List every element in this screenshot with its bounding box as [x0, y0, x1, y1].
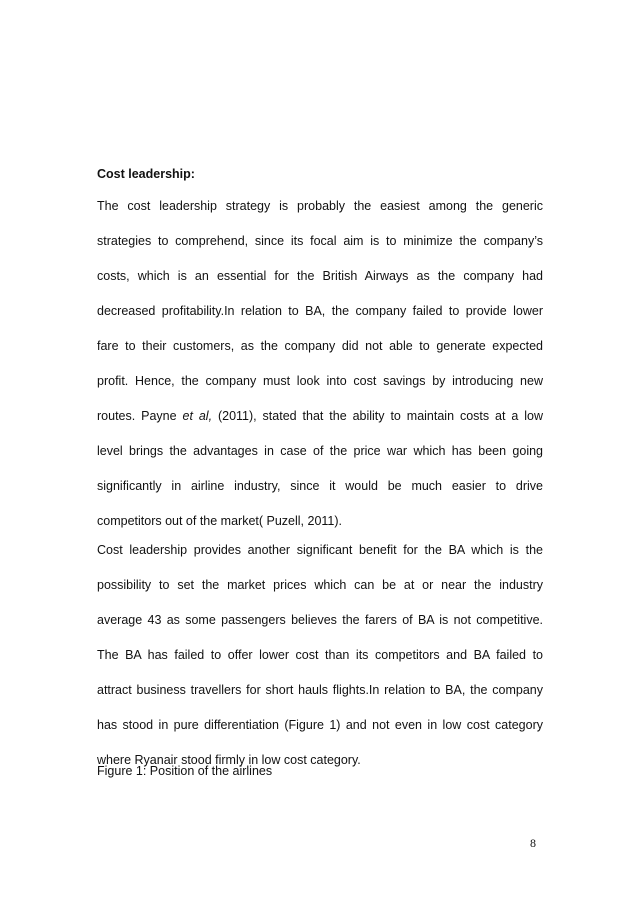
paragraph-line: significantly in airline industry, since it would be much easier to drive [97, 479, 543, 493]
paragraph-text: (2011), stated that the ability to maintain costs at a low [212, 409, 543, 423]
paragraph-text: routes. Payne [97, 409, 183, 423]
paragraph-line: strategies to comprehend, since its focal aim is to minimize the company’s [97, 234, 543, 248]
paragraph-line: The cost leadership strategy is probably the easiest among the generic [97, 199, 543, 213]
citation-et-al: et al, [182, 409, 213, 423]
paragraph-line [97, 408, 543, 424]
paragraph-line: attract business travellers for short hauls flights.In relation to BA, the company [97, 683, 543, 697]
paragraph-line: level brings the advantages in case of the price war which has been going [97, 444, 543, 458]
paragraph-line: Cost leadership provides another significant benefit for the BA which is the [97, 543, 543, 557]
paragraph-line: decreased profitability.In relation to BA, the company failed to provide lower [97, 304, 543, 318]
paragraph-line: possibility to set the market prices which can be at or near the industry [97, 578, 543, 592]
paragraph-line: The BA has failed to offer lower cost than its competitors and BA failed to [97, 648, 543, 662]
paragraph-line: average 43 as some passengers believes the farers of BA is not competitive. [97, 613, 543, 627]
paragraph-line: profit. Hence, the company must look into cost savings by introducing new [97, 374, 543, 388]
figure-caption: Figure 1: Position of the airlines [97, 764, 273, 778]
paragraph-line: has stood in pure differentiation (Figure 1) and not even in low cost category [97, 718, 543, 732]
paragraph-line: fare to their customers, as the company did not able to generate expected [97, 339, 543, 353]
page-number: 8 [530, 836, 536, 850]
paragraph-line: costs, which is an essential for the British Airways as the company had [97, 269, 543, 283]
paragraph-line: where Ryanair stood firmly in low cost category. [97, 753, 361, 767]
section-heading: Cost leadership: [97, 167, 195, 181]
paragraph-line: competitors out of the market( Puzell, 2011). [97, 514, 343, 528]
